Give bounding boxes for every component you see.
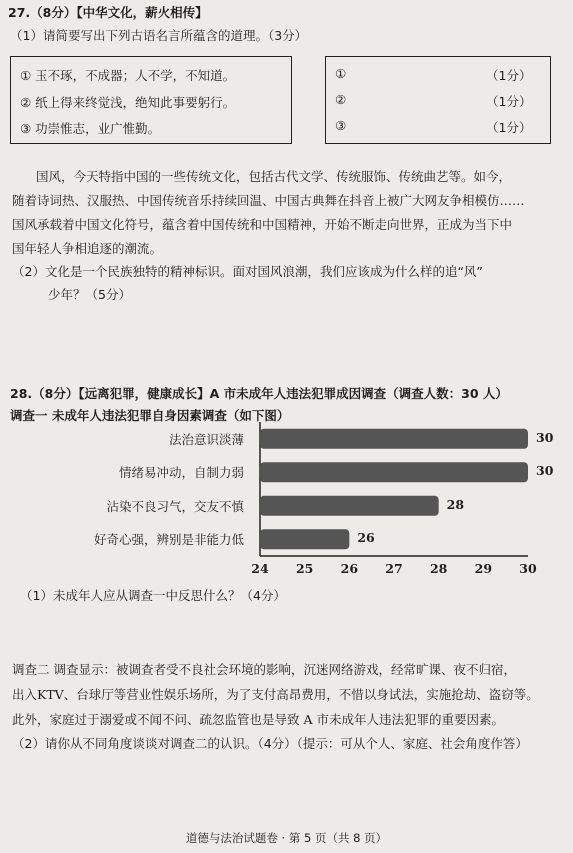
x-tick-24: 24 (251, 561, 269, 576)
quote-3: ③ 功崇惟志，业广惟勤。 (20, 121, 161, 136)
survey2-line-1: 调查二 调查显示：被调查者受不良社会环境的影响，沉迷网络游戏，经常旷课、夜不归宿， (12, 662, 516, 677)
page-footer: 道德与法治试题卷 · 第 5 页（共 8 页） (185, 831, 388, 845)
value-label-2: 30 (536, 463, 554, 479)
quote-2: ② 纸上得来终觉浅，绝知此事要躬行。 (20, 95, 236, 110)
passage-line-4: 国年轻人争相追逐的潮流。 (12, 241, 163, 256)
passage-line-3: 国风承载着中国文化符号，蕴含着中国传统和中国精神，开始不断走向世界，正成为当下中 (12, 217, 513, 232)
quote-1: ① 玉不琢，不成器；人不学，不知道。 (20, 68, 236, 83)
q28-part2-prompt: （2）请你从不同角度谈谈对调查二的认识。（4分）（提示：可从个人、家庭、社会角度作答） (12, 736, 528, 751)
category-label-2: 情绪易冲动，自制力弱 (118, 465, 244, 481)
answer-2-score: （1分） (486, 94, 532, 109)
category-label-3: 沾染不良习气，交友不慎 (106, 498, 244, 514)
q27-part2-prompt-cont: 少年？（5分） (48, 287, 131, 302)
x-tick-26: 26 (340, 561, 359, 576)
answer-1-num: ① (335, 66, 347, 81)
category-label-4: 好奇心强，辨别是非能力低 (93, 532, 244, 548)
q27-title: 27.（8分）【中华文化，薪火相传】 (8, 5, 208, 20)
bar-3 (260, 496, 439, 516)
q27-part1-prompt: （1）请简要写出下列古语名言所蕴含的道理。（3分） (10, 28, 308, 43)
answer-3-num: ③ (335, 118, 347, 133)
bar-4 (260, 529, 349, 549)
passage-line-1: 国风，今天特指中国的一些传统文化，包括古代文学、传统服饰、传统曲艺等。如今， (36, 169, 512, 184)
survey2-line-2: 出入KTV、台球厅等营业性娱乐场所，为了支付高昂费用，不惜以身试法，实施抢劫、盗窃等。 (12, 687, 539, 702)
survey2-line-3: 此外，家庭过于溺爱或不闻不问、疏忽监管也是导致 A 市未成年人违法犯罪的重要因素。 (12, 712, 504, 727)
bar-1 (260, 429, 528, 449)
answer-3-score: （1分） (486, 120, 532, 135)
x-tick-27: 27 (385, 561, 403, 576)
x-tick-29: 29 (474, 561, 493, 576)
value-label-3: 28 (446, 496, 465, 512)
value-label-4: 26 (357, 530, 375, 546)
survey1-heading: 调查一 未成年人违法犯罪自身因素调查（如下图） (10, 408, 290, 423)
value-label-1: 30 (536, 429, 554, 445)
x-tick-25: 25 (295, 561, 314, 576)
q28-part1-prompt: （1）未成年人应从调查一中反思什么？（4分） (20, 588, 286, 603)
bar-2 (260, 462, 528, 482)
answer-1-score: （1分） (486, 68, 532, 83)
x-tick-30: 30 (519, 561, 537, 576)
answer-2-num: ② (335, 92, 347, 107)
bar-chart (250, 420, 550, 580)
x-tick-28: 28 (429, 561, 448, 576)
category-label-1: 法治意识淡薄 (168, 431, 244, 447)
q28-title: 28.（8分）【远离犯罪，健康成长】A 市未成年人违法犯罪成因调查（调查人数：30 人） (10, 386, 508, 401)
passage-line-2: 随着诗词热、汉服热、中国传统音乐持续回温、中国古典舞在抖音上被广大网友争相模仿…… (12, 193, 525, 208)
q27-part2-prompt: （2）文化是一个民族独特的精神标识。面对国风浪潮，我们应该成为什么样的追“风” (12, 264, 483, 279)
